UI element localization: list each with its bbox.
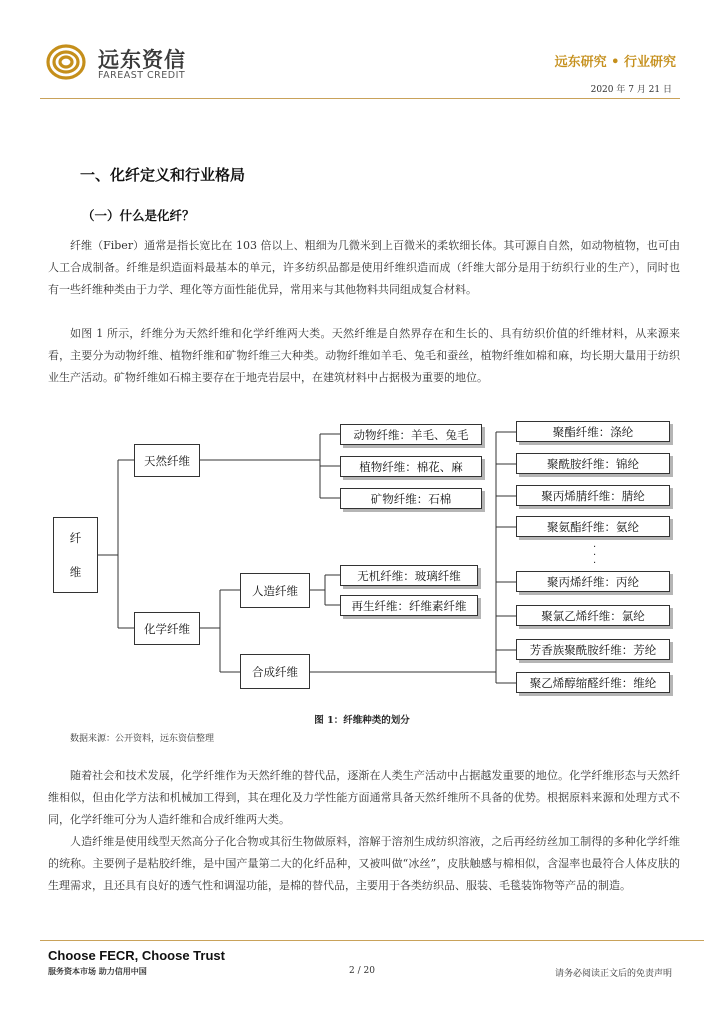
figure-source: 数据来源：公开资料，远东资信整理: [70, 734, 215, 744]
paragraph-chemical-fiber: 随着社会和技术发展，化学纤维作为天然纤维的替代品，逐渐在人类生产活动中占据越发重要的地位。化学纤维形态与天然纤维相似，但由化学方法和机械加工得到，其在理化及力学性能方面通常具备天然纤维所不具备的优势。根据原料来源和处理方式不同，化学纤维可分为人造纤维和合成纤维两大类。: [48, 769, 680, 826]
chemical-fiber-node: 化学纤维: [134, 612, 200, 645]
synthetic-child-pvc: 聚氯乙烯纤维：氯纶: [516, 605, 670, 626]
artificial-child-regenerated: 再生纤维：纤维素纤维: [340, 595, 478, 616]
synthetic-child-acrylic: 聚丙烯腈纤维：腈纶: [516, 485, 670, 506]
synthetic-child-polypropylene: 聚丙烯纤维：丙纶: [516, 571, 670, 592]
fiber-root-char-1: 纤: [69, 531, 82, 545]
paragraph-fiber-definition: 纤维（Fiber）通常是指长宽比在 103 倍以上、粗细为几微米到上百微米的柔软细长体。其可源自自然，如动物植物，也可由人工合成制备。纤维是织造面料最基本的单元，许多纺织品都是使用纤维织造而成（纤维大部分是用于纺织行业的生产），同时也有一些纤维种类由于力学、理化等方面性能优异，常用来与其他物料共同组成复合材料。: [48, 239, 680, 296]
synthetic-child-polyamide: 聚酰胺纤维：锦纶: [516, 453, 670, 474]
natural-child-mineral: 矿物纤维：石棉: [340, 488, 482, 509]
paragraph-fiber-types: 如图 1 所示，纤维分为天然纤维和化学纤维两大类。天然纤维是自然界存在和生长的、具有纺织价值的纤维材料，从来源来看，主要分为动物纤维、植物纤维和矿物纤维三大种类。动物纤维如羊毛、兔毛和蚕丝，植物纤维如棉和麻，均长期大量用于纺织业生产活动。矿物纤维如石棉主要存在于地壳岩层中，在建筑材料中占据极为重要的地位。: [48, 327, 680, 384]
header-divider: [40, 98, 680, 99]
paragraph-artificial-fiber: 人造纤维是使用线型天然高分子化合物或其衍生物做原料，溶解于溶剂生成纺织溶液，之后再经纺丝加工制得的多种化学纤维的统称。主要例子是粘胶纤维，是中国产量第二大的化纤品种，又被叫做“冰丝”，皮肤触感与棉相似，含湿率也最符合人体皮肤的生理需求，且还具有良好的透气性和调湿功能，是棉的替代品，主要用于各类纺织品、服装、毛毯装饰物等产品的制造。: [48, 835, 680, 892]
artificial-fiber-node: 人造纤维: [240, 573, 310, 608]
logo-english-name: FAREAST CREDIT: [98, 70, 186, 81]
section-title: 一、化纤定义和行业格局: [80, 166, 246, 184]
footer-slogan: Choose FECR, Choose Trust: [48, 948, 225, 963]
footer-subslogan: 服务资本市场 助力信用中国: [48, 966, 147, 976]
report-date: 2020 年 7 月 21 日: [590, 85, 672, 95]
artificial-child-inorganic: 无机纤维：玻璃纤维: [340, 565, 478, 586]
synthetic-child-spandex: 聚氨酯纤维：氨纶: [516, 516, 670, 537]
natural-child-plant: 植物纤维：棉花、麻: [340, 456, 482, 477]
figure-caption: 图 1：纤维种类的划分: [314, 715, 410, 726]
omitted-items-dots: · · ·: [593, 542, 597, 569]
fareast-logo-icon: [44, 42, 88, 82]
section-subtitle: （一）什么是化纤？: [82, 208, 195, 223]
natural-fiber-node: 天然纤维: [134, 444, 200, 477]
synthetic-child-vinylon: 聚乙烯醇缩醛纤维：维纶: [516, 672, 670, 693]
fiber-root-char-2: 维: [69, 565, 82, 579]
synthetic-child-polyester: 聚酯纤维：涤纶: [516, 421, 670, 442]
fiber-root-node: [53, 517, 98, 593]
page-number: 2 / 20: [349, 966, 375, 976]
logo-chinese-name: 远东资信: [98, 48, 186, 72]
synthetic-child-aramid: 芳香族聚酰胺纤维：芳纶: [516, 639, 670, 660]
synthetic-fiber-node: 合成纤维: [240, 654, 310, 689]
footer-divider: [40, 940, 704, 941]
natural-child-animal: 动物纤维：羊毛、兔毛: [340, 424, 482, 445]
footer-disclaimer: 请务必阅读正文后的免责声明: [554, 969, 672, 979]
report-category: 远东研究 • 行业研究: [554, 55, 676, 70]
